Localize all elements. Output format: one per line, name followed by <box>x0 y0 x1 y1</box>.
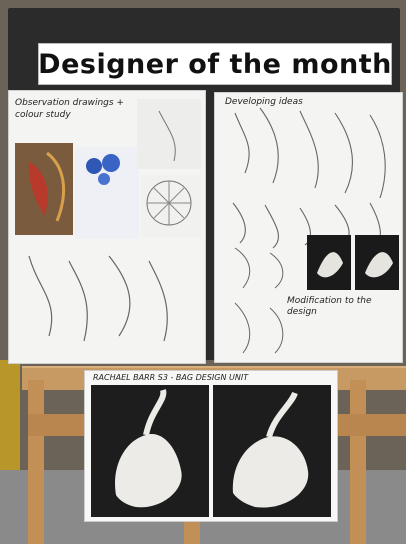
modification-note: Modification to the design <box>287 296 372 317</box>
ideas-heading: Developing ideas <box>225 97 303 107</box>
page-title: Designer of the month <box>38 48 392 80</box>
observation-sheet <box>8 90 206 364</box>
easel-leg-left <box>28 380 44 544</box>
bag-photo-right <box>213 385 331 517</box>
title-banner <box>38 43 392 85</box>
bag-design-sheet <box>84 370 338 522</box>
observation-heading: Observation drawings + colour study <box>15 98 124 120</box>
ideas-sheet <box>214 92 403 363</box>
easel-leg-right <box>350 380 366 544</box>
bag-design-caption: RACHAEL BARR S3 - BAG DESIGN UNIT <box>93 373 249 382</box>
idea-sketches <box>215 93 402 362</box>
observation-drawings <box>9 91 205 363</box>
bag-photo-left <box>91 385 209 517</box>
